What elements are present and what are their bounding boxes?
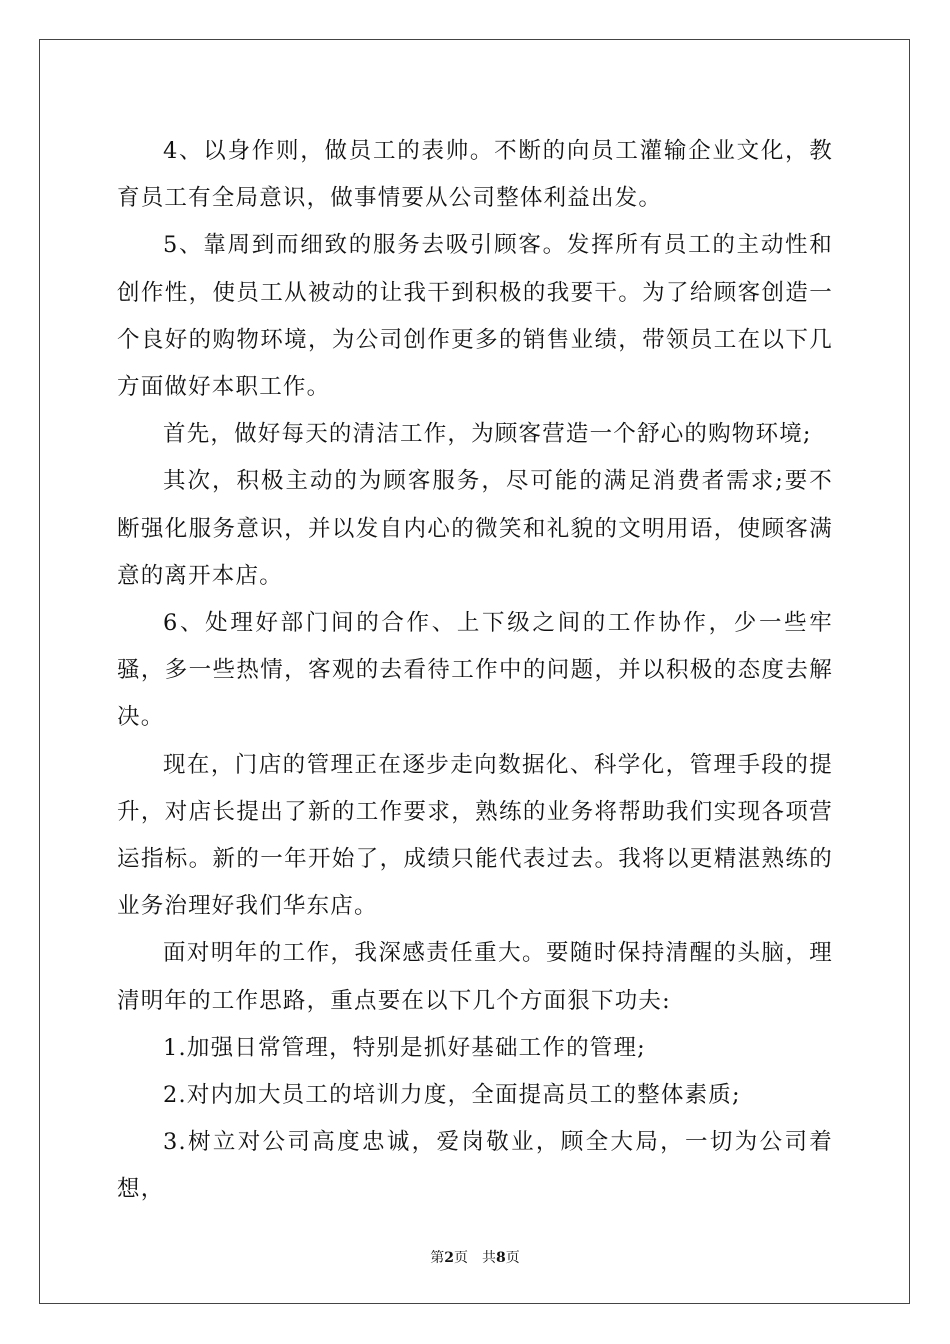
total-pages: 8 (496, 1250, 506, 1266)
paragraph: 5、靠周到而细致的服务去吸引顾客。发挥所有员工的主动性和创作性，使员工从被动的让我干到积极的我要干。为了给顾客创造一个良好的购物环境，为公司创作更多的销售业绩，带领员工在以下几方面做好本职工作。 (117, 232, 833, 401)
paragraph: 其次，积极主动的为顾客服务，尽可能的满足消费者需求;要不断强化服务意识，并以发自内心的微笑和礼貌的文明用语，使顾客满意的离开本店。 (117, 468, 833, 589)
paragraph: 2.对内加大员工的培训力度，全面提高员工的整体素质; (163, 1082, 741, 1109)
paragraph: 现在，门店的管理正在逐步走向数据化、科学化，管理手段的提升，对店长提出了新的工作要求，熟练的业务将帮助我们实现各项营运指标。新的一年开始了，成绩只能代表过去。我将以更精湛熟练的业务治理好我们华东店。 (117, 751, 833, 920)
total-suffix: 页 (505, 1250, 520, 1266)
total-prefix: 共 (482, 1250, 496, 1266)
paragraph: 6、处理好部门间的合作、上下级之间的工作协作，少一些牢骚，多一些热情，客观的去看待工作中的问题，并以积极的态度去解决。 (117, 610, 833, 731)
paragraph: 面对明年的工作，我深感责任重大。要随时保持清醒的头脑，理清明年的工作思路，重点要在以下几个方面狠下功夫: (117, 940, 833, 1014)
paragraph: 首先，做好每天的清洁工作，为顾客营造一个舒心的购物环境; (163, 421, 812, 448)
paragraph: 3.树立对公司高度忠诚，爱岗敬业，顾全大局，一切为公司着想， (117, 1129, 833, 1203)
document-body (117, 128, 833, 1214)
page-footer (0, 1247, 950, 1267)
paragraph: 1.加强日常管理，特别是抓好基础工作的管理; (163, 1034, 646, 1061)
page-suffix: 页 (454, 1250, 468, 1266)
page-prefix: 第 (430, 1250, 445, 1266)
page-number: 2 (444, 1250, 454, 1266)
paragraph: 4、以身作则，做员工的表帅。不断的向员工灌输企业文化，教育员工有全局意识，做事情要从公司整体利益出发。 (117, 138, 833, 212)
